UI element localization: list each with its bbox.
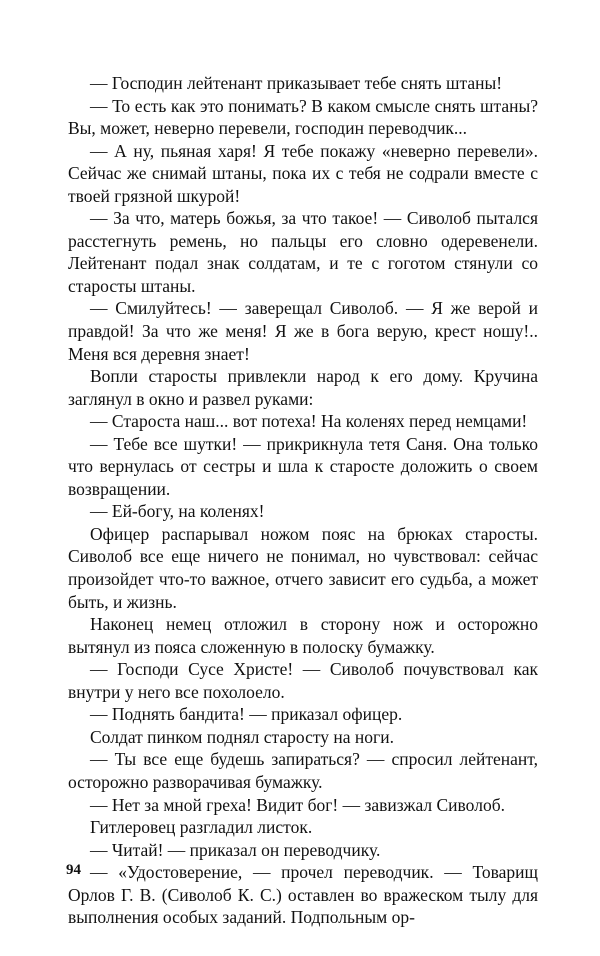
paragraph: — Ты все еще будешь запираться? — спросил лейтенант, осторожно разворачивая бумажку.	[68, 749, 538, 792]
paragraph: Солдат пинком поднял старосту на ноги.	[90, 726, 394, 747]
paragraph: Гитлеровец разгладил листок.	[90, 817, 313, 838]
paragraph: Офицер распарывал ножом пояс на брюках старосты. Сиволоб все еще ничего не понимал, но чувствовал: сейчас произойдет что-то важное, отчего зависит его судьба, а может быть, и жизнь.	[68, 523, 538, 612]
paragraph: — Читай! — приказал он переводчику.	[90, 839, 381, 860]
paragraph: — Тебе все шутки! — прикрикнула тетя Саня. Она только что вернулась от сестры и шла к старосте доложить о своем возвращении.	[68, 433, 538, 499]
paragraph: — За что, матерь божья, за что такое! — Сиволоб пытался расстегнуть ремень, но пальцы его словно одеревенели. Лейтенант подал знак солдатам, и те с гоготом стянули со старосты штаны.	[68, 208, 538, 296]
paragraph: — А ну, пьяная харя! Я тебе покажу «неверно перевели». Сейчас же снимай штаны, пока их с тебя не содрали вместе с твоей грязной шкурой!	[68, 140, 538, 206]
paragraph: — Ей-богу, на коленях!	[90, 501, 265, 522]
paragraph: Наконец немец отложил в сторону нож и осторожно вытянул из пояса сложенную в полоску бумажку.	[68, 614, 538, 657]
paragraph: — «Удостоверение, — прочел переводчик. — Товарищ Орлов Г. В. (Сиволоб К. С.) оставлен во вражеском тылу для выполнения особых заданий. Подпольным ор-	[68, 862, 538, 928]
paragraph: — Смилуйтесь! — заверещал Сиволоб. — Я же верой и правдой! За что же меня! Я же в бога верую, крест ношу!.. Меня вся деревня знает!	[68, 298, 538, 364]
page-text	[68, 72, 538, 929]
page-number: 94	[66, 862, 81, 878]
paragraph: — Поднять бандита! — приказал офицер.	[90, 704, 403, 725]
paragraph: Вопли старосты привлекли народ к его дому. Кручина заглянул в окно и развел руками:	[68, 366, 538, 409]
paragraph: — Нет за мной греха! Видит бог! — завизжал Сиволоб.	[90, 794, 505, 815]
paragraph: — То есть как это понимать? В каком смысле снять штаны? Вы, может, неверно перевели, господин переводчик...	[68, 95, 538, 139]
paragraph: — Господин лейтенант приказывает тебе снять штаны!	[90, 73, 503, 93]
paragraph: — Староста наш... вот потеха! На коленях перед немцами!	[90, 411, 528, 432]
paragraph: — Господи Сусе Христе! — Сиволоб почувствовал как внутри у него все похолоело.	[68, 659, 538, 702]
